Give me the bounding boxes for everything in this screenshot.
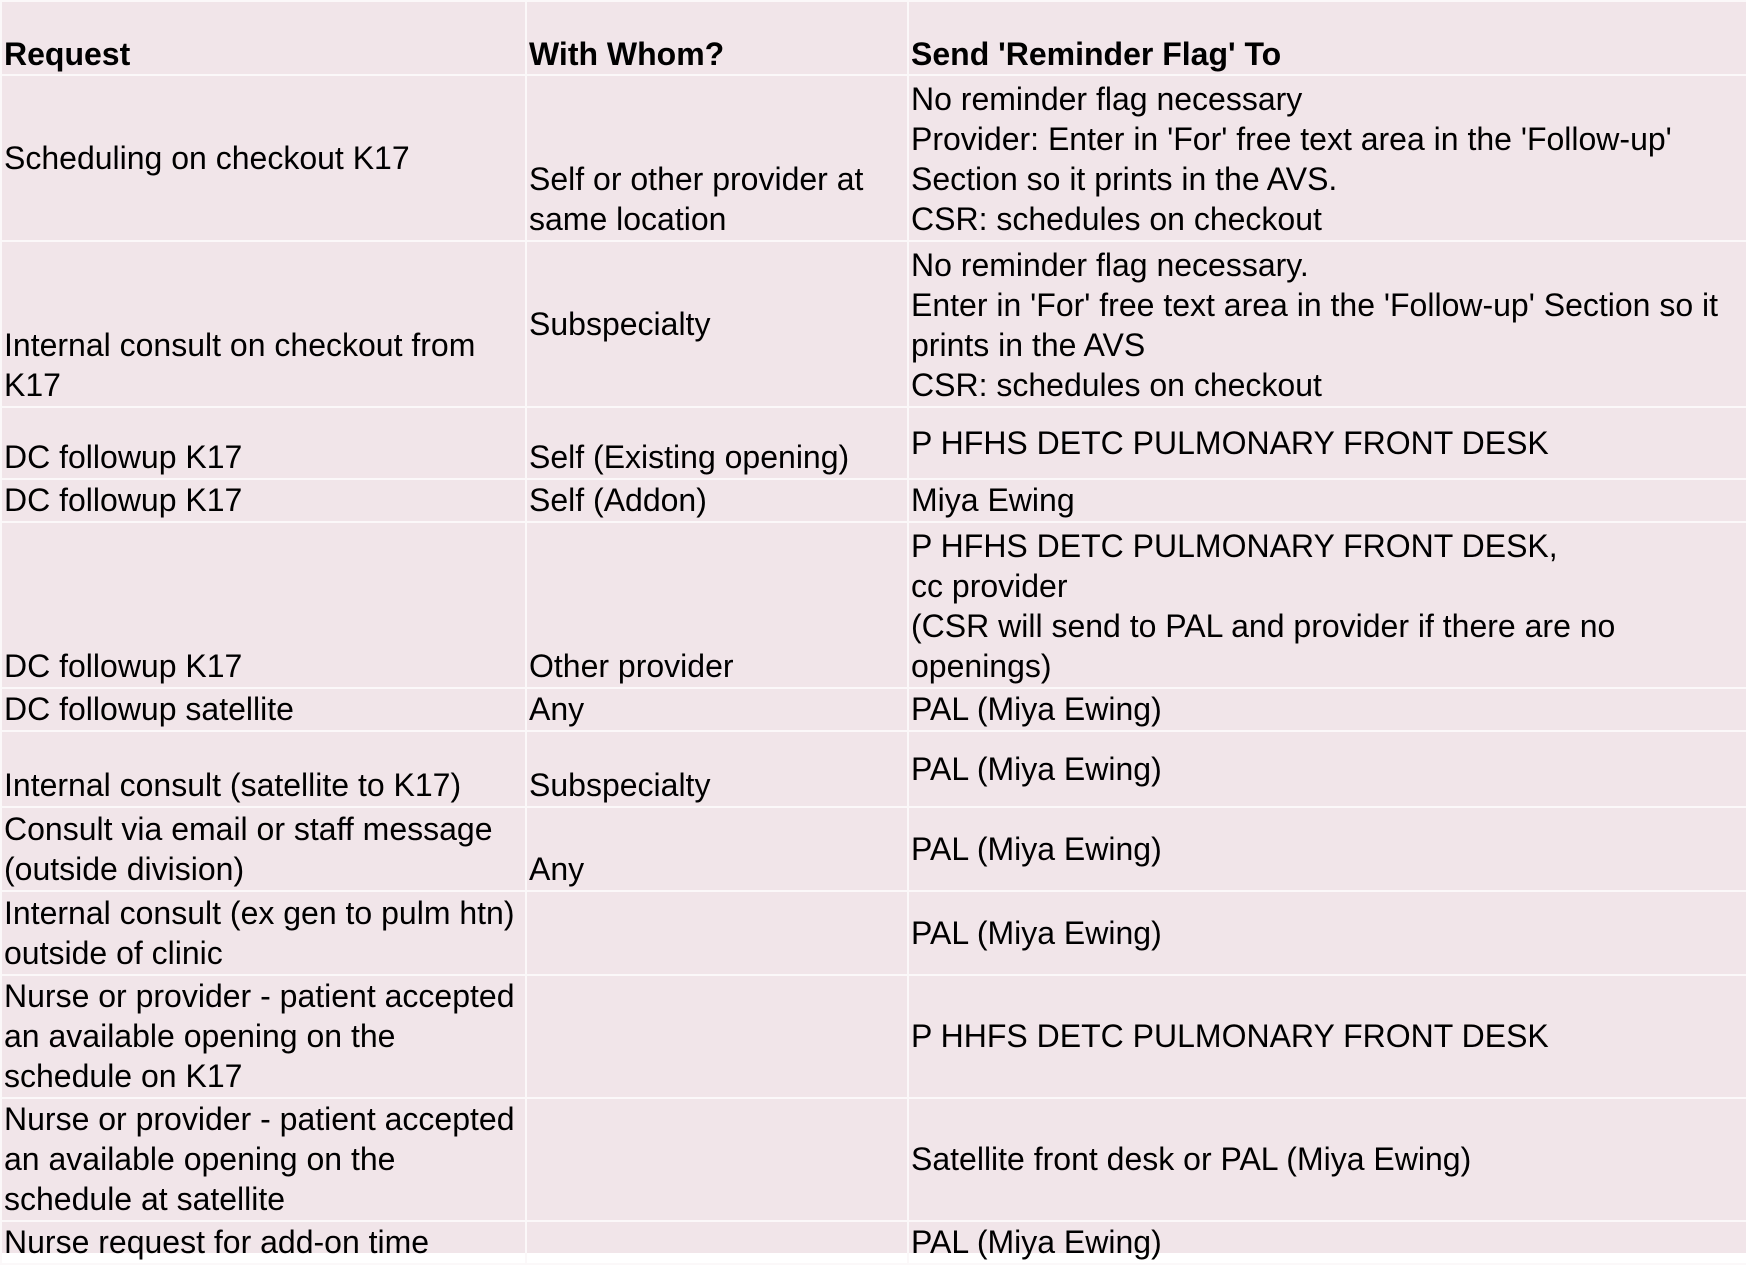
- cell-send-to: P HFHS DETC PULMONARY FRONT DESK: [908, 407, 1746, 479]
- cell-request: Internal consult on checkout from K17: [1, 241, 526, 407]
- cell-send-to: PAL (Miya Ewing): [908, 731, 1746, 807]
- cell-with-whom: [526, 1098, 908, 1221]
- cell-request: DC followup K17: [1, 407, 526, 479]
- cell-send-to: P HHFS DETC PULMONARY FRONT DESK: [908, 975, 1746, 1098]
- cell-with-whom: Any: [526, 688, 908, 731]
- table-row: [1, 241, 1746, 407]
- cell-send-to: P HFHS DETC PULMONARY FRONT DESK, cc provider (CSR will send to PAL and provider if there are no openings): [908, 522, 1746, 688]
- cell-request: Internal consult (ex gen to pulm htn) outside of clinic: [1, 891, 526, 975]
- cell-send-to: Satellite front desk or PAL (Miya Ewing): [908, 1098, 1746, 1221]
- cell-request: Nurse or provider - patient accepted an available opening on the schedule at satellite: [1, 1098, 526, 1221]
- table-row: [1, 731, 1746, 807]
- cell-request: Consult via email or staff message (outside division): [1, 807, 526, 891]
- table-row: [1, 407, 1746, 479]
- cell-request: Scheduling on checkout K17: [1, 75, 526, 241]
- header-with-whom: With Whom?: [526, 1, 908, 75]
- cell-send-to: PAL (Miya Ewing): [908, 688, 1746, 731]
- header-request: Request: [1, 1, 526, 75]
- header-send-to: Send 'Reminder Flag' To: [908, 1, 1746, 75]
- table-row: [1, 891, 1746, 975]
- cell-with-whom: Subspecialty: [526, 731, 908, 807]
- table-row: [1, 479, 1746, 522]
- cell-request: DC followup K17: [1, 522, 526, 688]
- table-row: [1, 688, 1746, 731]
- cell-send-to: No reminder flag necessary Provider: Enter in 'For' free text area in the 'Follow-up' Section so it prints in the AVS. CSR: schedules on checkout: [908, 75, 1746, 241]
- cell-with-whom: Self or other provider at same location: [526, 75, 908, 241]
- cell-send-to: Miya Ewing: [908, 479, 1746, 522]
- table-row: [1, 522, 1746, 688]
- cell-request: DC followup satellite: [1, 688, 526, 731]
- header-row: [1, 1, 1746, 75]
- cell-request: DC followup K17: [1, 479, 526, 522]
- cell-send-to: PAL (Miya Ewing): [908, 1221, 1746, 1264]
- cell-send-to: No reminder flag necessary. Enter in 'For' free text area in the 'Follow-up' Section so it prints in the AVS CSR: schedules on checkout: [908, 241, 1746, 407]
- table-row: [1, 1098, 1746, 1221]
- table-row: [1, 975, 1746, 1098]
- cell-with-whom: Self (Addon): [526, 479, 908, 522]
- cell-with-whom: [526, 1221, 908, 1264]
- cell-with-whom: Subspecialty: [526, 241, 908, 407]
- cell-send-to: PAL (Miya Ewing): [908, 807, 1746, 891]
- cell-with-whom: [526, 891, 908, 975]
- cell-request: Internal consult (satellite to K17): [1, 731, 526, 807]
- cell-send-to: PAL (Miya Ewing): [908, 891, 1746, 975]
- cell-with-whom: [526, 975, 908, 1098]
- table-row: [1, 807, 1746, 891]
- cell-with-whom: Any: [526, 807, 908, 891]
- cell-with-whom: Other provider: [526, 522, 908, 688]
- cell-with-whom: Self (Existing opening): [526, 407, 908, 479]
- cell-request: Nurse or provider - patient accepted an available opening on the schedule on K17: [1, 975, 526, 1098]
- cell-request: Nurse request for add-on time: [1, 1221, 526, 1264]
- table-row: [1, 75, 1746, 241]
- table-row: [1, 1221, 1746, 1264]
